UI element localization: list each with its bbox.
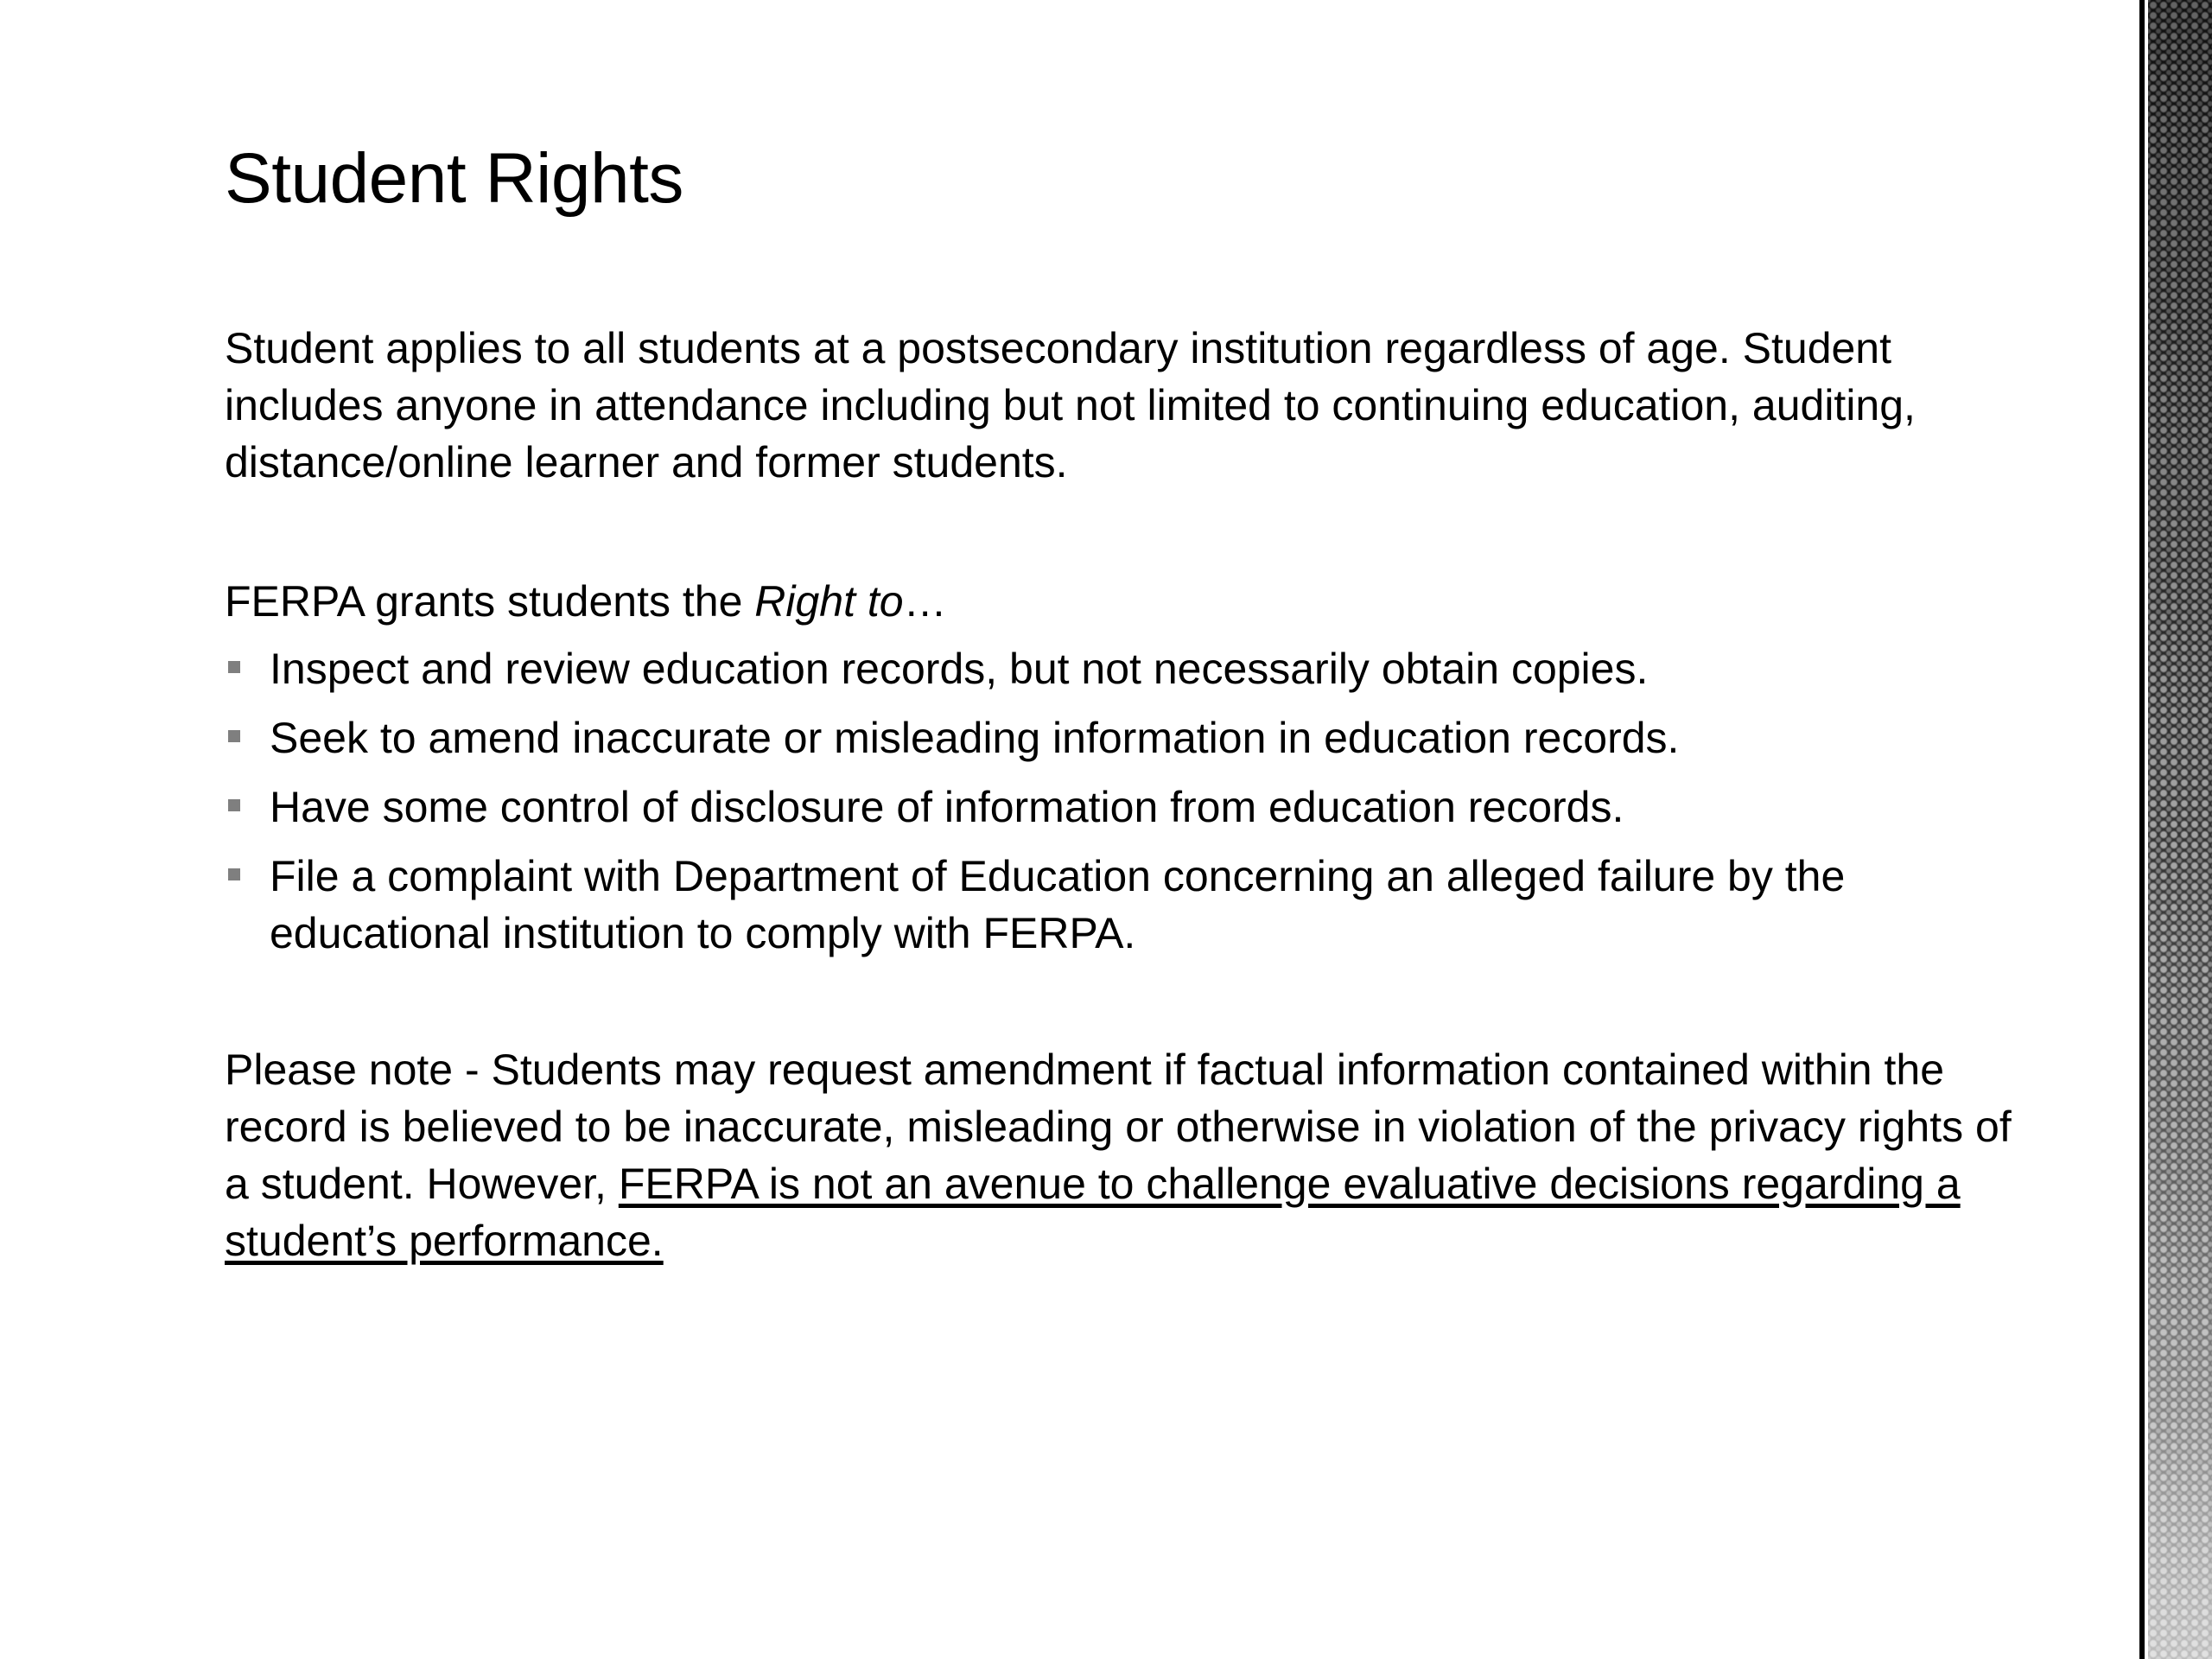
list-item-text: File a complaint with Department of Education concerning an alleged failure by the educational institution to comply with FERPA. (270, 852, 1846, 957)
list-item-text: Inspect and review education records, but not necessarily obtain copies. (270, 645, 1649, 693)
side-band-fade (2148, 0, 2212, 1659)
square-bullet-icon (228, 868, 240, 880)
decorative-side-band (2134, 0, 2212, 1659)
list-item (225, 848, 2031, 962)
list-item (225, 779, 2031, 836)
slide-title: Student Rights (225, 139, 683, 218)
list-item (225, 640, 2031, 697)
list-item-text: Have some control of disclosure of information from education records. (270, 783, 1624, 831)
list-item (225, 709, 2031, 766)
rights-list (225, 640, 2031, 962)
square-bullet-icon (228, 730, 240, 742)
list-item-text: Seek to amend inaccurate or misleading information in education records. (270, 714, 1680, 762)
square-bullet-icon (228, 799, 240, 811)
rights-lead (225, 573, 2031, 630)
note-underlined-text: FERPA is not an avenue to challenge evaluative decisions regarding a student’s performance. (225, 1160, 1961, 1265)
rights-lead-italic: Right to (754, 577, 904, 626)
intro-paragraph: Student applies to all students at a postsecondary institution regardless of age. Student includes anyone in attendance including but not limited to continuing education, auditing, distance/online learner and former students. (225, 324, 1916, 486)
note-text: Please note - Students may request amendment if factual information contained within the record is believed to be inaccurate, misleading or otherwise in violation of the privacy rights of a student. However, (225, 1046, 2012, 1208)
slide-body (225, 320, 2031, 1269)
rights-lead-prefix: FERPA grants students the (225, 577, 755, 626)
square-bullet-icon (228, 661, 240, 673)
note-paragraph (225, 1041, 2031, 1269)
rights-lead-suffix: … (903, 577, 947, 626)
